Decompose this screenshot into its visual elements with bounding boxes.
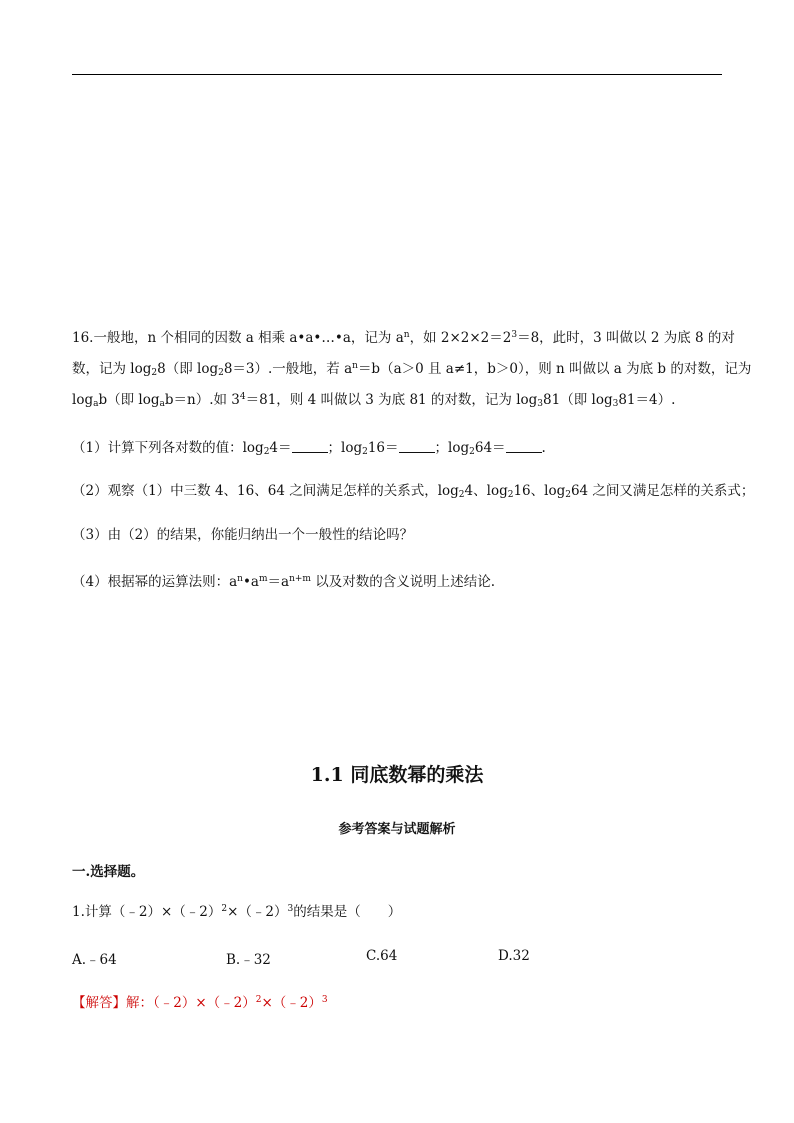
subscript: a [93,399,99,409]
section-title: 1.1 同底数幂的乘法 [310,764,484,786]
q1-stem [72,902,401,922]
subscript: 2 [151,368,158,378]
text-run: 8（即 log [157,361,219,377]
q16-part-2 [72,481,754,501]
text-run: 81＝4）. [618,392,676,408]
answer-blank [506,438,542,453]
superscript: n [403,330,410,340]
text-run: 的结果是（ ） [293,904,402,920]
text-run: b＝n）.如 3 [164,392,240,408]
subscript: 2 [507,490,514,500]
superscript: n [237,574,243,584]
superscript: 3 [321,995,328,1005]
option-c: C.64 [366,948,398,964]
text-run: 以及对数的含义说明上述结论. [310,574,496,590]
text-run: •a [242,574,259,590]
option-b: B.﹣32 [226,952,271,968]
text-run: 1.计算（﹣2）×（﹣2） [72,904,222,920]
q16-part-4 [72,572,495,592]
text-run: ×（﹣2） [227,904,288,920]
q16-line-1 [72,328,735,348]
text-run: ×（﹣2） [261,995,322,1011]
subscript: 3 [612,399,619,409]
text-run: 16、log [513,483,566,499]
text-run: ＝8，此时，3 叫做以 2 为底 8 的对 [517,330,735,346]
text-run: log [72,392,94,408]
subscript: a [159,399,165,409]
q16-line-3 [72,390,675,410]
q16-part-3: （3）由（2）的结果，你能归纳出一个一般性的结论吗？ [72,527,414,543]
superscript: n+m [289,574,311,584]
text-run: 64＝ [474,440,506,456]
subscript: 2 [263,447,270,457]
text-run: 64 之间又满足怎样的关系式； [570,483,755,499]
subscript: 2 [469,447,475,457]
text-run: ；log [327,440,363,456]
answer-blank [399,438,435,453]
text-run: . [541,440,546,456]
text-run: ；log [434,440,470,456]
subscript: 2 [458,490,465,500]
text-run: 81（即 log [543,392,613,408]
answer-blank [292,438,328,453]
text-run: 16.一般地，n 个相同的因数 a 相乘 a•a•…•a，记为 a [72,330,404,346]
section-heading: 一.选择题。 [72,864,145,880]
option-a: A.﹣64 [72,952,117,968]
text-run: 4＝ [269,440,292,456]
text-run: ，如 2×2×2＝2 [409,330,512,346]
superscript: 2 [221,904,228,914]
text-run: 数，记为 log [72,361,152,377]
solution-line [72,993,328,1013]
section-subtitle: 参考答案与试题解析 [338,822,456,837]
superscript: n [352,361,358,371]
superscript: 2 [255,995,262,1005]
option-d: D.32 [498,948,530,964]
text-run: 4、log [464,483,508,499]
subscript: 2 [362,447,368,457]
text-run: （1）计算下列各对数的值：log [72,440,264,456]
q16-line-2 [72,359,751,379]
header-rule [72,74,722,75]
superscript: 4 [239,392,246,402]
text-run: ＝a [267,574,290,590]
subscript: 3 [537,399,544,409]
text-run: b（即 log [98,392,160,408]
subscript: 2 [565,490,571,500]
text-run: 16＝ [367,440,399,456]
q16-part-1 [72,438,546,458]
text-run: 8＝3）.一般地，若 a [223,361,353,377]
superscript: 3 [287,904,294,914]
text-run: （2）观察（1）中三数 4、16、64 之间满足怎样的关系式，log [72,483,459,499]
text-run: ＝81，则 4 叫做以 3 为底 81 的对数，记为 log [245,392,538,408]
superscript: m [258,574,268,584]
superscript: 3 [511,330,518,340]
subscript: 2 [218,368,224,378]
text-run: ＝b（a＞0 且 a≠1，b＞0），则 n 叫做以 a 为底 b 的对数，记为 [357,361,752,377]
text-run: 【解答】解：（﹣2）×（﹣2） [72,995,256,1011]
text-run: （4）根据幂的运算法则：a [72,574,238,590]
